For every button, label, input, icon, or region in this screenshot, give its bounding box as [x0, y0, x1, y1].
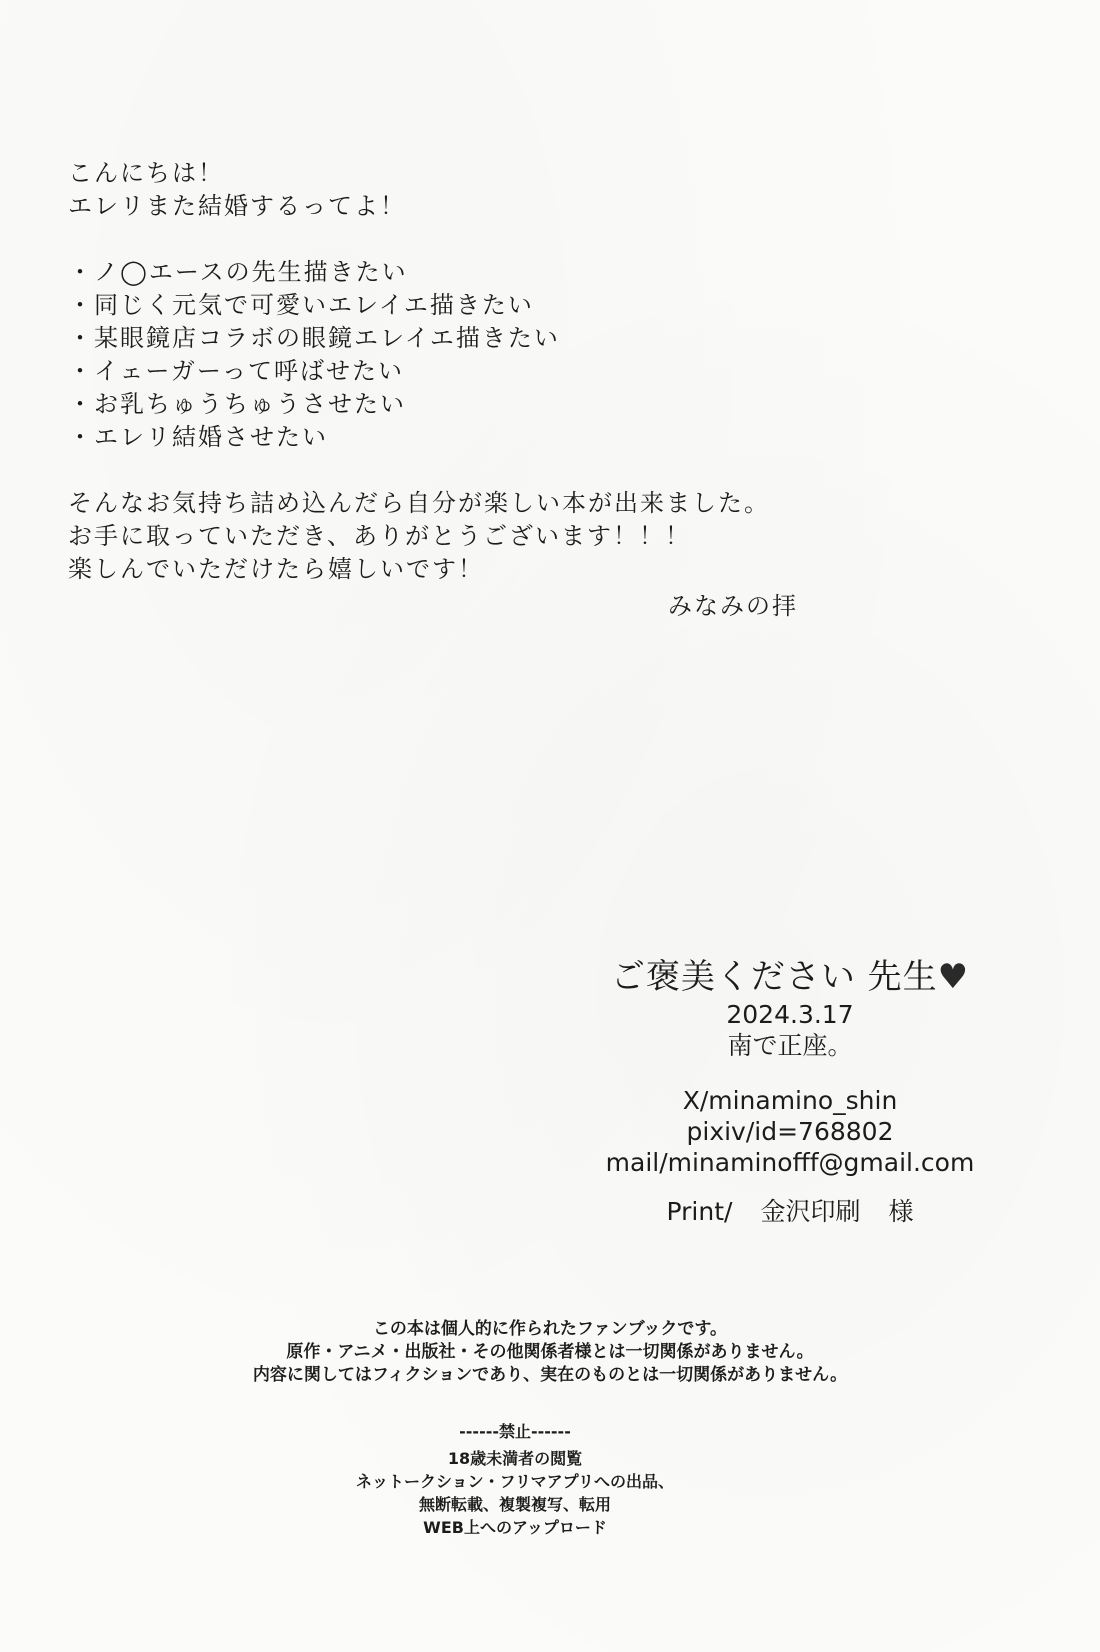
circle-name: 南で正座。	[727, 1031, 853, 1060]
printer-honorific: 様	[888, 1197, 914, 1226]
author-signature: みなみの拝	[668, 592, 798, 620]
wish-item: ・お乳ちゅうちゅうさせたい	[68, 390, 406, 418]
prohibited-item: 18歳未満者の閲覧	[447, 1449, 583, 1468]
wish-item: ・イェーガーって呼ばせたい	[68, 357, 404, 385]
wish-item: ・ノ◯エースの先生描きたい	[68, 258, 408, 286]
prohibited-notice	[280, 1420, 750, 1539]
printer-name: 金沢印刷	[760, 1197, 861, 1226]
prohibited-item: ネットークション・フリマアプリへの出品、	[355, 1472, 675, 1491]
publish-date: 2024.3.17	[726, 1000, 854, 1029]
disclaimer-line: この本は個人的に作られたファンブックです。	[372, 1319, 728, 1339]
prohibited-item: WEB上へのアップロード	[423, 1518, 607, 1537]
contact-x: X/minamino_shin	[682, 1086, 898, 1115]
greeting-text: こんにちは！	[68, 159, 224, 187]
colophon	[560, 955, 1020, 1228]
contact-mail: mail/minaminofff@gmail.com	[605, 1148, 975, 1177]
closing-line: そんなお気持ち詰め込んだら自分が楽しい本が出来ました。	[68, 489, 770, 517]
paragraph-gap	[68, 223, 828, 256]
contact-pixiv: pixiv/id=768802	[686, 1117, 894, 1146]
book-title	[560, 955, 1020, 999]
afterword-letter	[68, 157, 828, 623]
intro-text: エレリまた結婚するってよ！	[68, 192, 406, 220]
closing-line: 楽しんでいただけたら嬉しいです！	[68, 555, 484, 583]
disclaimer-line: 原作・アニメ・出版社・その他関係者様とは一切関係がありません。	[286, 1342, 814, 1362]
prohibited-item: 無断転載、複製複写、転用	[418, 1495, 611, 1514]
book-title-text: ご褒美ください 先生	[610, 957, 938, 997]
prohibited-heading: ------禁止------	[459, 1422, 571, 1441]
heart-icon: ♥	[937, 957, 970, 997]
closing-line: お手に取っていただき、ありがとうございます！！！	[68, 522, 692, 550]
disclaimer-line: 内容に関してはフィクションであり、実在のものとは一切関係がありません。	[252, 1365, 848, 1385]
wish-item: ・エレリ結婚させたい	[68, 423, 328, 451]
colophon-gap	[560, 1061, 1020, 1085]
print-label: Print/	[666, 1197, 733, 1226]
printer-credit	[560, 1196, 1020, 1228]
paragraph-gap	[68, 454, 828, 487]
wish-item: ・同じく元気で可愛いエレイエ描きたい	[68, 291, 534, 319]
wish-item: ・某眼鏡店コラボの眼鏡エレイエ描きたい	[68, 324, 560, 352]
disclaimer-notice	[150, 1318, 950, 1387]
